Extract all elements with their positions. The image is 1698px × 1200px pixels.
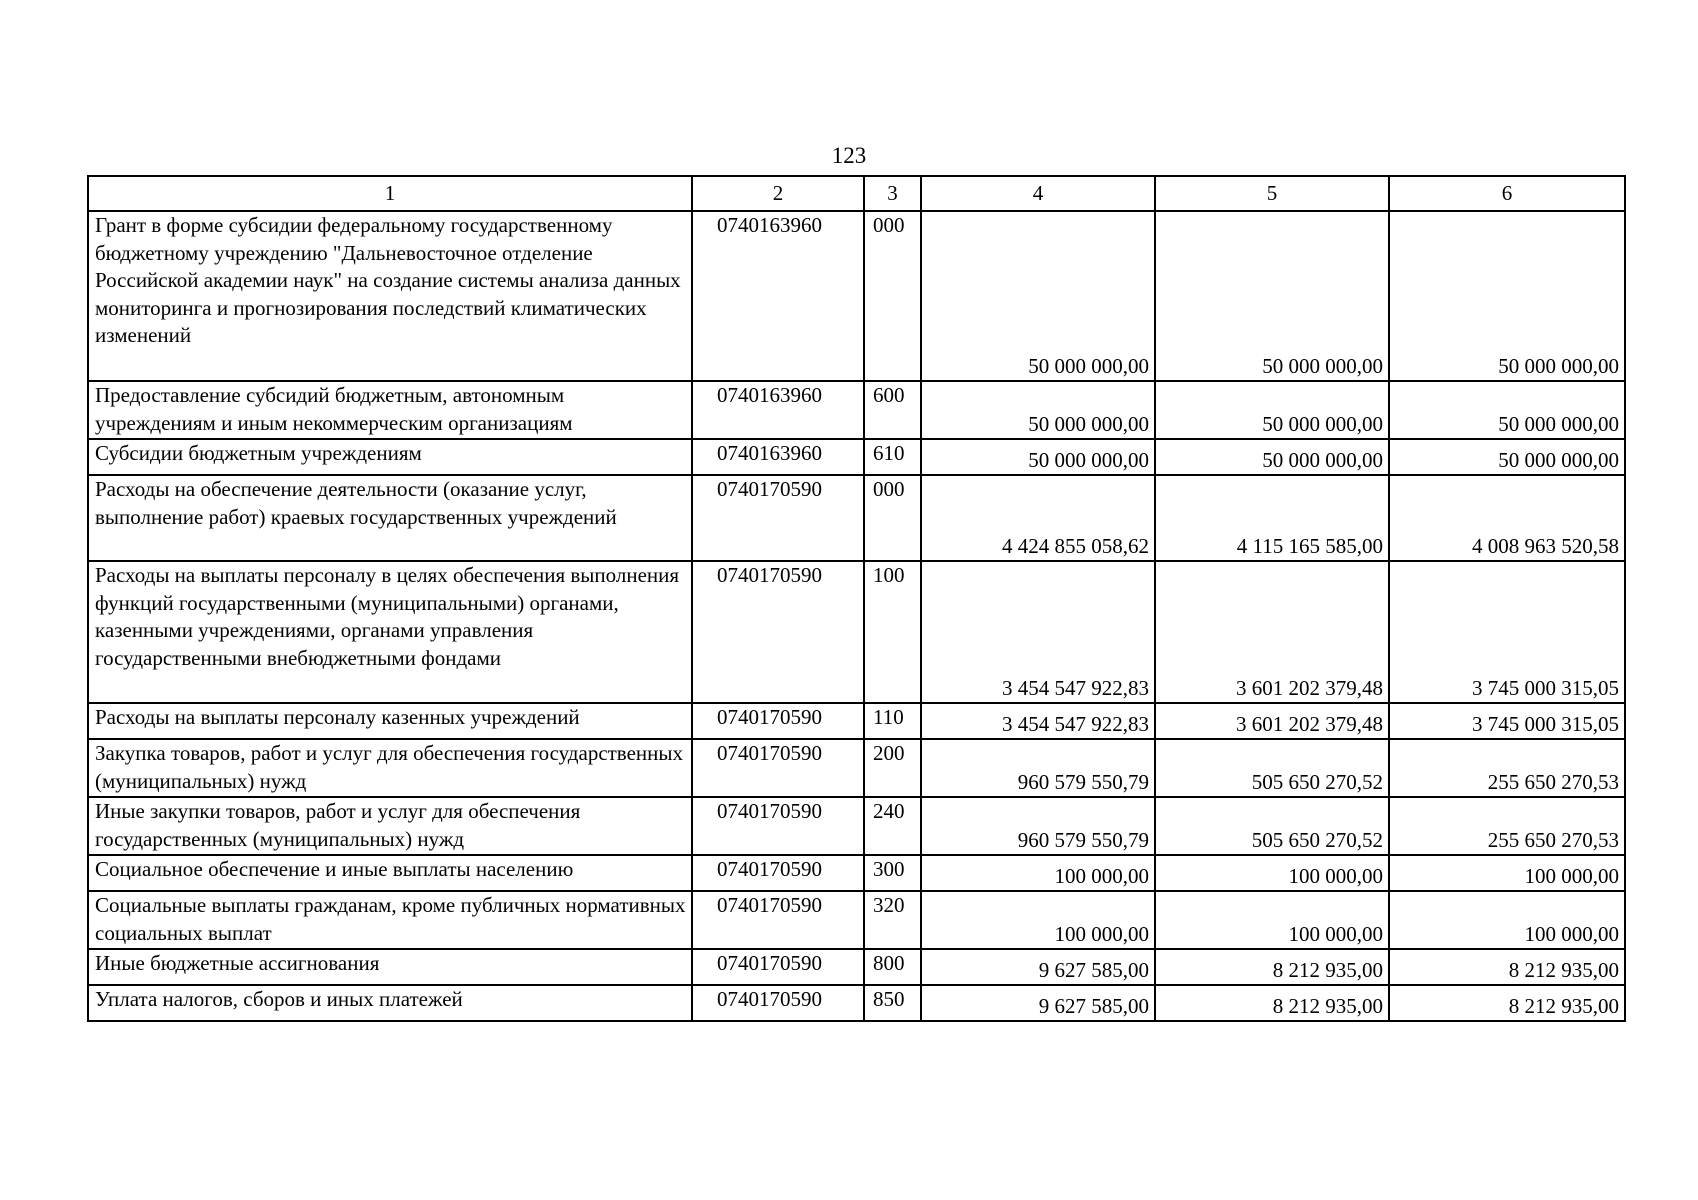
- row-name: Субсидии бюджетным учреждениям: [88, 439, 692, 475]
- row-name: Предоставление субсидий бюджетным, автономным учреждениям и иным некоммерческим организациям: [88, 381, 692, 439]
- row-value-col6: 50 000 000,00: [1389, 211, 1625, 381]
- row-value-col6: 50 000 000,00: [1389, 439, 1625, 475]
- row-expense-type: 000: [864, 211, 921, 381]
- row-value-col5: 8 212 935,00: [1155, 949, 1389, 985]
- row-value-col5: 50 000 000,00: [1155, 381, 1389, 439]
- header-col-3: 3: [864, 176, 921, 211]
- row-expense-type: 110: [864, 703, 921, 739]
- row-value-col5: 505 650 270,52: [1155, 797, 1389, 855]
- row-value-col6: 4 008 963 520,58: [1389, 475, 1625, 561]
- row-expense-type: 610: [864, 439, 921, 475]
- header-col-4: 4: [921, 176, 1155, 211]
- row-value-col5: 8 212 935,00: [1155, 985, 1389, 1021]
- budget-table: [87, 175, 1626, 1022]
- row-value-col4: 9 627 585,00: [921, 949, 1155, 985]
- row-value-col4: 3 454 547 922,83: [921, 561, 1155, 703]
- table-row: [88, 475, 1625, 561]
- table-row: [88, 381, 1625, 439]
- header-col-1: 1: [88, 176, 692, 211]
- row-code: 0740163960: [692, 381, 864, 439]
- row-value-col6: 8 212 935,00: [1389, 949, 1625, 985]
- row-value-col4: 3 454 547 922,83: [921, 703, 1155, 739]
- row-value-col5: 3 601 202 379,48: [1155, 561, 1389, 703]
- table-row: [88, 855, 1625, 891]
- row-value-col4: 4 424 855 058,62: [921, 475, 1155, 561]
- row-value-col4: 9 627 585,00: [921, 985, 1155, 1021]
- table-row: [88, 797, 1625, 855]
- table-row: [88, 949, 1625, 985]
- row-value-col4: 100 000,00: [921, 891, 1155, 949]
- row-code: 0740163960: [692, 211, 864, 381]
- table-row: [88, 439, 1625, 475]
- row-value-col4: 50 000 000,00: [921, 211, 1155, 381]
- row-name: Социальное обеспечение и иные выплаты населению: [88, 855, 692, 891]
- row-value-col5: 3 601 202 379,48: [1155, 703, 1389, 739]
- row-code: 0740170590: [692, 703, 864, 739]
- row-value-col5: 505 650 270,52: [1155, 739, 1389, 797]
- row-name: Расходы на выплаты персоналу в целях обеспечения выполнения функций государственными (муниципальными) органами, казенными учреждениями, органами управления государственными внебюджетными фондами: [88, 561, 692, 703]
- row-name: Социальные выплаты гражданам, кроме публичных нормативных социальных выплат: [88, 891, 692, 949]
- table-row: [88, 985, 1625, 1021]
- row-value-col5: 100 000,00: [1155, 891, 1389, 949]
- row-value-col6: 50 000 000,00: [1389, 381, 1625, 439]
- row-value-col5: 4 115 165 585,00: [1155, 475, 1389, 561]
- row-expense-type: 320: [864, 891, 921, 949]
- row-value-col5: 100 000,00: [1155, 855, 1389, 891]
- table-row: [88, 211, 1625, 381]
- row-name: Иные закупки товаров, работ и услуг для обеспечения государственных (муниципальных) нужд: [88, 797, 692, 855]
- row-value-col4: 50 000 000,00: [921, 439, 1155, 475]
- header-col-6: 6: [1389, 176, 1625, 211]
- header-col-2: 2: [692, 176, 864, 211]
- row-expense-type: 800: [864, 949, 921, 985]
- table-row: [88, 739, 1625, 797]
- row-value-col4: 960 579 550,79: [921, 739, 1155, 797]
- header-col-5: 5: [1155, 176, 1389, 211]
- page-number: 123: [831, 143, 867, 168]
- row-value-col6: 8 212 935,00: [1389, 985, 1625, 1021]
- row-name: Расходы на обеспечение деятельности (оказание услуг, выполнение работ) краевых государственных учреждений: [88, 475, 692, 561]
- row-value-col6: 100 000,00: [1389, 891, 1625, 949]
- row-expense-type: 100: [864, 561, 921, 703]
- row-value-col6: 100 000,00: [1389, 855, 1625, 891]
- row-expense-type: 850: [864, 985, 921, 1021]
- table-header: [88, 176, 1625, 211]
- row-name: Уплата налогов, сборов и иных платежей: [88, 985, 692, 1021]
- table-row: [88, 561, 1625, 703]
- row-value-col4: 960 579 550,79: [921, 797, 1155, 855]
- row-value-col5: 50 000 000,00: [1155, 211, 1389, 381]
- row-name: Закупка товаров, работ и услуг для обеспечения государственных (муниципальных) нужд: [88, 739, 692, 797]
- row-code: 0740170590: [692, 561, 864, 703]
- row-code: 0740170590: [692, 797, 864, 855]
- row-code: 0740170590: [692, 891, 864, 949]
- row-value-col4: 100 000,00: [921, 855, 1155, 891]
- row-name: Грант в форме субсидии федеральному государственному бюджетному учреждению "Дальневосточное отделение Российской академии наук" на создание системы анализа данных мониторинга и прогнозирования последствий климатических изменений: [88, 211, 692, 381]
- row-value-col6: 255 650 270,53: [1389, 739, 1625, 797]
- row-code: 0740170590: [692, 475, 864, 561]
- table-row: [88, 891, 1625, 949]
- row-code: 0740170590: [692, 739, 864, 797]
- row-value-col6: 255 650 270,53: [1389, 797, 1625, 855]
- table-body: [88, 211, 1625, 1021]
- row-expense-type: 200: [864, 739, 921, 797]
- row-value-col6: 3 745 000 315,05: [1389, 703, 1625, 739]
- table-row: [88, 703, 1625, 739]
- row-code: 0740170590: [692, 949, 864, 985]
- row-name: Расходы на выплаты персоналу казенных учреждений: [88, 703, 692, 739]
- row-expense-type: 240: [864, 797, 921, 855]
- row-expense-type: 000: [864, 475, 921, 561]
- row-expense-type: 600: [864, 381, 921, 439]
- header-row: [88, 176, 1625, 211]
- row-code: 0740163960: [692, 439, 864, 475]
- row-value-col5: 50 000 000,00: [1155, 439, 1389, 475]
- row-name: Иные бюджетные ассигнования: [88, 949, 692, 985]
- row-expense-type: 300: [864, 855, 921, 891]
- row-value-col4: 50 000 000,00: [921, 381, 1155, 439]
- row-code: 0740170590: [692, 985, 864, 1021]
- row-code: 0740170590: [692, 855, 864, 891]
- row-value-col6: 3 745 000 315,05: [1389, 561, 1625, 703]
